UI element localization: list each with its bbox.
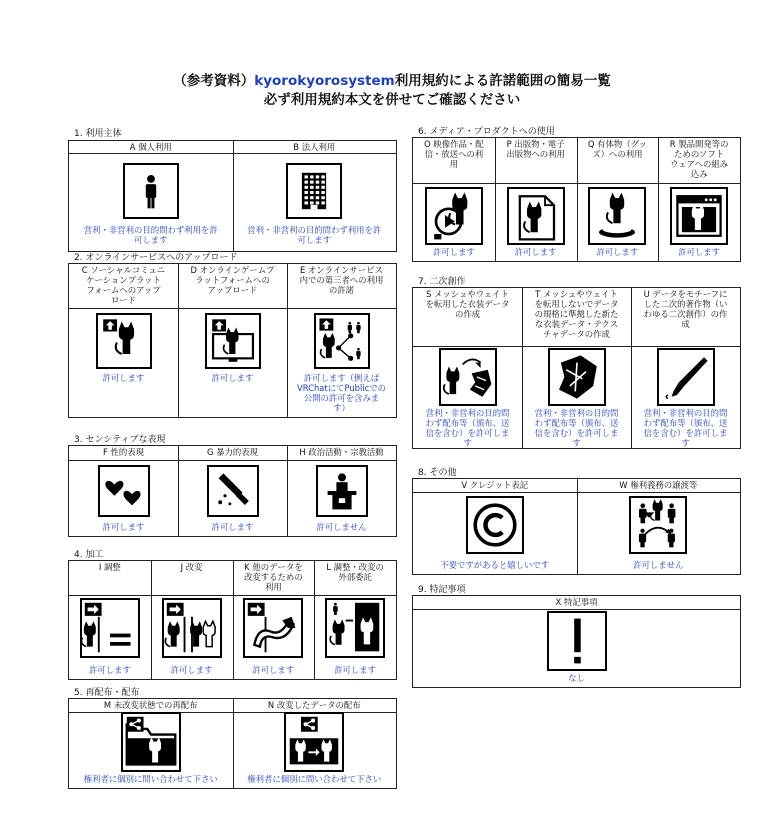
s6-col-1-answer: 許可します [514,247,557,257]
s2-heading: 2. オンラインサービスへのアップロード [74,253,238,263]
s3-col-0-answer: 許可します [102,522,145,532]
s3-col-1-label: G 暴力的表現 [206,447,259,457]
modify-ribbon-icon [243,598,303,658]
s3-heading: 3. センシティブな表現 [74,435,166,445]
s2-col-2-label: E オンラインサービス 内での第三者への利用 の許諾 [299,265,384,295]
s9-table [412,595,741,688]
s8-heading: 8. その他 [418,468,457,478]
s2-col-1-label: D オンラインゲームプ ラットフォームへの アップロード [190,265,275,295]
figure-cat-icon [588,187,646,245]
exclamation-icon [547,611,607,671]
upload-share-cat-icon-graphic [316,315,368,367]
s1-heading: 1. 利用主体 [74,129,122,139]
person-icon [123,163,179,219]
title-prefix: （参考資料） [173,73,255,89]
s4-heading: 4. 加工 [74,550,104,560]
s4-col-1-answer: 許可します [170,665,213,675]
cat-arrow-cloth-icon [439,348,497,406]
s4-col-0-answer: 許可します [88,665,131,675]
s4-col-3-label: L 調整・改変の 外部委託 [326,562,384,582]
page-subtitle: 必ず利用規約本文を併せてご確認ください [263,92,521,108]
s7-col-2-answer: 営利・非営利の目的問 わず配布等（頒布、送 信を含む）を許可しま す [643,408,728,447]
upload-cat-icon-graphic [98,315,150,367]
knife-icon [207,465,259,517]
s6-col-0-answer: 許可します [432,247,475,257]
s6-col-3-label: R 製品開発等の ためのソフト ウェアへの組み 込み [669,139,729,179]
video-cat-icon-graphic [427,189,481,243]
book-cat-icon-graphic [509,189,563,243]
s6-col-0-label: O 映像作品・配 信・放送への利 用 [424,139,484,169]
adjust-equal-icon [80,598,140,658]
s7-col-1-answer: 営利・非営利の目的問 わず配布等（頒布、送 信を含む）を許可しま す [534,408,619,447]
title-suffix: 利用規約による許諾範囲の簡易一覧 [394,73,611,89]
exclamation-icon-graphic [549,613,605,669]
s2-table [68,263,397,418]
pen-nib-icon-graphic [659,350,713,404]
figure-cat-icon-graphic [590,189,644,243]
s4-col-1-label: J 改変 [180,562,203,572]
s8-col-1-label: W 権利義務の譲渡等 [619,480,698,490]
upload-share-cat-icon [314,313,370,369]
s7-col-0-label: S メッシュやウェイト を転用した衣装データ の作成 [425,289,510,319]
modify-cats-icon [162,598,222,658]
s8-col-0-label: V クレジット表記 [461,480,529,490]
upload-monitor-cat-icon [205,313,261,369]
cloth-icon [548,348,606,406]
s7-col-1-label: T メッシュやウェイト を転用しないでデータ の規格に準拠した新た な衣装データ・テクス チャデータの作成 [534,289,619,339]
cloth-icon-graphic [550,350,604,404]
s1-col-1-answer: 営利・非営利の目的問わず利用を許 可します [247,225,382,245]
s2-col-1-answer: 許可します [211,373,254,383]
s3-col-2-answer: 許可しません [316,522,367,532]
s6-heading: 6. メディア・プロダクトへの使用 [418,127,555,137]
outsource-icon-graphic [327,600,383,656]
s7-table [412,287,741,449]
s4-table [68,560,397,680]
s8-col-1-answer: 許可しません [633,560,684,570]
building-icon-graphic [288,165,340,217]
s6-table [412,137,741,262]
s9-heading: 9. 特記事項 [418,585,466,595]
s2-col-0-label: C ソーシャルコミュニ ケーションプラット フォームへのアップ ロード [81,265,166,305]
s4-col-2-label: K 他のデータを 改変するための 利用 [244,562,303,592]
s8-table [412,478,741,575]
s5-col-0-answer: 権利者に個別に問い合わせて下さい [83,774,218,784]
s5-col-1-label: N 改変したデータの配布 [267,700,361,710]
building-icon [286,163,342,219]
s5-col-0-label: M 未改変状態での再配布 [103,700,198,710]
pen-nib-icon [657,348,715,406]
software-window-cat-icon [670,187,728,245]
s4-col-3-answer: 許可します [334,665,377,675]
s9-col-0-answer: なし [568,673,585,683]
s5-col-1-answer: 権利者に個別に問い合わせて下さい [247,774,382,784]
modify-ribbon-icon-graphic [245,600,301,656]
video-cat-icon [425,187,483,245]
s4-col-0-label: I 調整 [98,562,121,572]
modify-cats-icon-graphic [164,600,220,656]
copyright-icon [466,496,524,554]
s3-col-1-answer: 許可します [211,522,254,532]
share-folder-cats-icon [284,712,344,772]
s1-table [68,140,397,252]
podium-speaker-icon [316,465,368,517]
share-folder-cat-icon [121,712,181,772]
s2-col-0-answer: 許可します [102,373,145,383]
cat-arrow-cloth-icon-graphic [441,350,495,404]
s7-heading: 7. 二次創作 [418,277,466,287]
s3-col-2-label: H 政治活動・宗教活動 [299,447,384,457]
copyright-icon-graphic [468,498,522,552]
s5-heading: 5. 再配布・配布 [74,688,140,698]
s2-col-2-answer: 許可します（例えば VRChatにてPublicでの 公開の許可を含みま す） [297,373,386,413]
s6-col-2-label: Q 有体物（グッ ズ）への利用 [587,139,647,159]
s9-col-0-label: X 特記事項 [555,597,598,607]
s4-col-2-answer: 許可します [252,665,295,675]
transfer-people-icon-graphic [631,498,685,552]
transfer-people-icon [629,496,687,554]
s1-col-0-label: A 個人利用 [129,142,172,152]
upload-cat-icon [96,313,152,369]
adjust-equal-icon-graphic [82,600,138,656]
hearts-icon [98,465,150,517]
outsource-icon [325,598,385,658]
book-cat-icon [507,187,565,245]
podium-speaker-icon-graphic [318,467,366,515]
s7-col-0-answer: 営利・非営利の目的問 わず配布等（頒布、送 信を含む）を許可しま す [425,408,510,447]
s1-col-0-answer: 営利・非営利の目的問わず利用を許 可します [83,225,218,245]
page-title [0,69,784,89]
s3-table [68,445,397,537]
title-brand: kyorokyorosystem [254,73,395,89]
s1-col-1-label: B 法人利用 [293,142,336,152]
share-folder-cat-icon-graphic [123,714,179,770]
s6-col-3-answer: 許可します [678,247,721,257]
s8-col-0-answer: 不要ですがあると嬉しいです [440,560,550,570]
s7-col-2-label: U データをモチーフに した二次的著作物（い わゆる二次創作）の作 成 [643,289,728,329]
person-icon-graphic [125,165,177,217]
hearts-icon-graphic [100,467,148,515]
s5-table [68,698,397,789]
s3-col-0-label: F 性的表現 [103,447,144,457]
share-folder-cats-icon-graphic [286,714,342,770]
s6-col-1-label: P 出版物・電子 出版物への利用 [506,139,565,159]
software-window-cat-icon-graphic [672,189,726,243]
knife-icon-graphic [209,467,257,515]
s6-col-2-answer: 許可します [596,247,639,257]
upload-monitor-cat-icon-graphic [207,315,259,367]
